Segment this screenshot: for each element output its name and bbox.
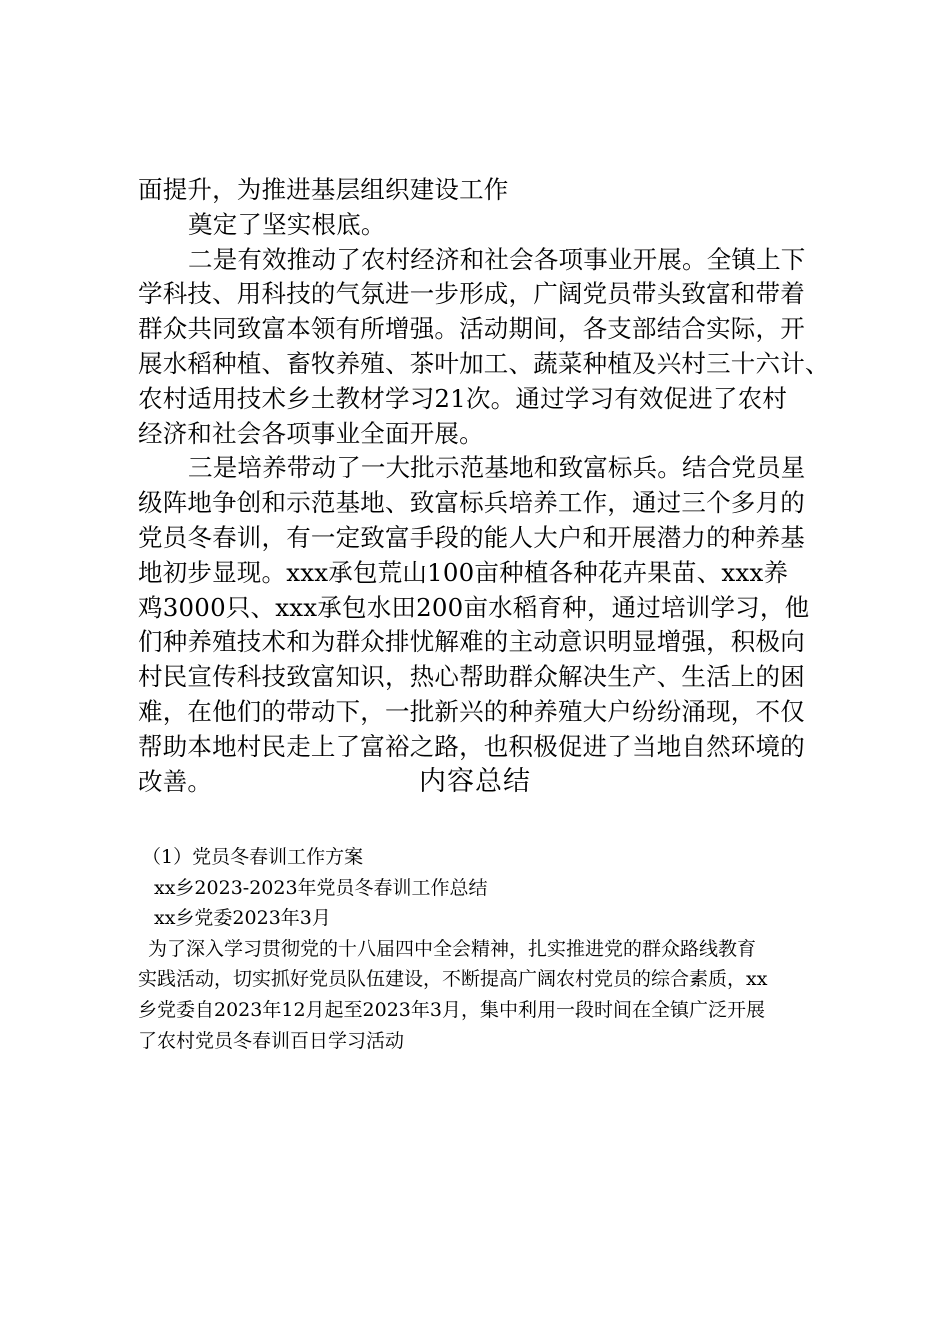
body-line: 学科技、用科技的气氛进一步形成，广阔党员带头致富和带着 bbox=[138, 279, 805, 309]
body-text-section bbox=[138, 173, 838, 799]
paragraph-three-start: 三是培养带动了一大批示范基地和致富标兵。结合党员星 bbox=[188, 453, 806, 483]
summary-line: 实践活动，切实抓好党员队伍建设，不断提高广阔农村党员的综合素质，xx bbox=[138, 968, 768, 991]
body-line: 村民宣传科技致富知识，热心帮助群众解决生产、生活上的困 bbox=[138, 662, 805, 692]
body-line: 农村适用技术乡土教材学习21次。通过学习有效促进了农村 bbox=[138, 383, 788, 413]
summary-line: 为了深入学习贯彻党的十八届四中全会精神，扎实推进党的群众路线教育 bbox=[148, 937, 757, 960]
body-line: 们种养殖技术和为群众排忧解难的主动意识明显增强，积极向 bbox=[138, 627, 805, 657]
body-line: 地初步显现。xxx承包荒山100亩种植各种花卉果苗、xxx养 bbox=[138, 557, 789, 587]
body-line: 难，在他们的带动下，一批新兴的种养殖大户纷纷涌现，不仅 bbox=[138, 696, 805, 726]
body-line: 鸡3000只、xxx承包水田200亩水稻育种，通过培训学习，他 bbox=[138, 592, 810, 622]
body-line: 改善。 bbox=[138, 766, 213, 796]
summary-line: 了农村党员冬春训百日学习活动 bbox=[138, 1029, 405, 1052]
summary-line: （1）党员冬春训工作方案 bbox=[142, 846, 364, 868]
summary-line: 乡党委自2023年12月起至2023年3月，集中利用一段时间在全镇广泛开展 bbox=[138, 998, 765, 1021]
summary-line: xx乡党委2023年3月 bbox=[154, 907, 331, 930]
body-line: 帮助本地村民走上了富裕之路，也积极促进了当地自然环境的 bbox=[138, 731, 805, 761]
summary-heading: 内容总结 bbox=[419, 766, 531, 797]
body-line: 面提升，为推进基层组织建设工作 bbox=[138, 175, 509, 204]
body-line: 级阵地争创和示范基地、致富标兵培养工作，通过三个多月的 bbox=[138, 488, 805, 518]
body-line: 党员冬春训，有一定致富手段的能人大户和开展潜力的种养基 bbox=[138, 522, 805, 552]
summary-section bbox=[138, 842, 838, 1056]
body-line: 经济和社会各项事业全面开展。 bbox=[138, 418, 484, 448]
body-line: 群众共同致富本领有所增强。活动期间，各支部结合实际，开 bbox=[138, 314, 805, 344]
body-line: 展水稻种植、畜牧养殖、茶叶加工、蔬菜种植及兴村三十六计、 bbox=[138, 348, 830, 378]
summary-line: xx乡2023-2023年党员冬春训工作总结 bbox=[154, 876, 488, 899]
paragraph-two-start: 二是有效推动了农村经济和社会各项事业开展。全镇上下 bbox=[188, 244, 806, 274]
body-line: 奠定了坚实根底。 bbox=[188, 209, 386, 239]
